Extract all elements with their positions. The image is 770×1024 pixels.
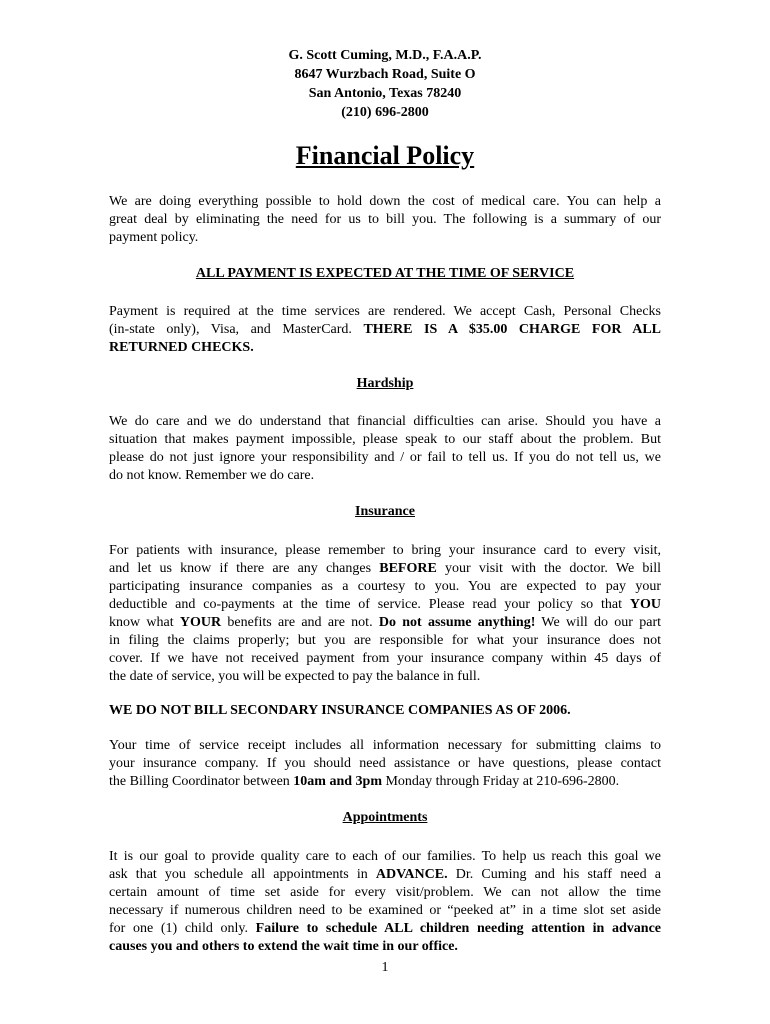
insurance-emphasis: BEFORE — [379, 561, 437, 576]
insurance-line — [109, 560, 661, 578]
practice-phone: (210) 696-2800 — [341, 105, 429, 120]
payment-line: Payment is required at the time services are rendered. We accept Cash, Personal Checks — [109, 304, 661, 319]
returned-check-charge: THERE IS A $35.00 CHARGE FOR ALL — [363, 322, 662, 337]
insurance-line: For patients with insurance, please remember to bring your insurance card to every visit, — [109, 543, 661, 558]
intro-line: We are doing everything possible to hold down the cost of medical care. You can help a — [109, 194, 661, 209]
insurance-emphasis: YOUR — [179, 615, 222, 630]
receipt-line: Your time of service receipt includes all information necessary for submitting claims to — [109, 738, 661, 753]
receipt-paragraph — [109, 737, 661, 791]
receipt-line: your insurance company. If you should need assistance or have questions, please contact — [109, 756, 661, 771]
insurance-line: in filing the claims properly; but you are responsible for what your insurance does not — [109, 633, 661, 648]
insurance-text: benefits are and are not. — [221, 615, 379, 630]
practice-name: G. Scott Cuming, M.D., F.A.A.P. — [288, 48, 482, 63]
hardship-paragraph — [109, 413, 661, 485]
page-number: 1 — [381, 960, 389, 975]
practice-header — [0, 46, 770, 122]
insurance-text: We will do our part — [535, 615, 661, 630]
returned-checks-text: RETURNED CHECKS. — [109, 340, 254, 355]
appointments-emphasis: causes you and others to extend the wait time in our office. — [109, 939, 458, 954]
insurance-text: and let us know if there are any changes — [109, 561, 380, 576]
insurance-text: deductible and co-payments at the time of service. Please read your policy so that — [109, 597, 630, 612]
appointments-heading: Appointments — [342, 810, 428, 825]
insurance-line — [109, 596, 661, 614]
payment-paragraph — [109, 303, 661, 357]
appointments-line — [109, 920, 661, 938]
insurance-text: your visit with the doctor. We bill — [436, 561, 661, 576]
appointments-line — [109, 866, 661, 884]
appointments-line: certain amount of time set aside for every visit/problem. We can not allow the time — [109, 885, 661, 900]
appointments-paragraph — [109, 848, 661, 956]
appointments-line: It is our goal to provide quality care to each of our families. To help us reach this goal we — [109, 849, 661, 864]
payment-line — [109, 339, 661, 357]
insurance-text: know what — [109, 615, 180, 630]
insurance-line — [109, 614, 661, 632]
appointments-emphasis: Failure to schedule ALL children needing attention in advance — [255, 921, 661, 936]
hardship-heading: Hardship — [356, 376, 414, 391]
billing-hours: 10am and 3pm — [293, 774, 382, 789]
intro-line: great deal by eliminating the need for us to bill you. The following is a summary of our — [109, 212, 661, 227]
payment-heading: ALL PAYMENT IS EXPECTED AT THE TIME OF SERVICE — [195, 266, 575, 281]
page-title: Financial Policy — [295, 141, 475, 170]
receipt-line — [109, 773, 661, 791]
payment-line — [109, 321, 661, 339]
receipt-text: the Billing Coordinator between — [109, 774, 294, 789]
hardship-line: situation that makes payment impossible, please speak to our staff about the problem. But — [109, 432, 661, 447]
practice-street: 8647 Wurzbach Road, Suite O — [294, 67, 476, 82]
hardship-line: do not know. Remember we do care. — [109, 468, 315, 483]
appointments-emphasis: ADVANCE. — [375, 867, 448, 882]
appointments-line — [109, 938, 661, 956]
hardship-line: We do care and we do understand that financial difficulties can arise. Should you have a — [109, 414, 661, 429]
insurance-heading: Insurance — [355, 504, 415, 519]
insurance-line: cover. If we have not received payment from your insurance company within 45 days of — [109, 651, 661, 666]
hardship-line: please do not just ignore your responsibility and / or fail to tell us. If you do not tell us, we — [109, 450, 661, 465]
intro-paragraph — [109, 193, 661, 247]
insurance-paragraph — [109, 542, 661, 686]
appointments-line: necessary if numerous children need to be examined or “peeked at” in a time slot set aside — [109, 903, 661, 918]
insurance-line: participating insurance companies as a courtesy to you. You are expected to pay your — [109, 579, 661, 594]
intro-line: payment policy. — [109, 230, 199, 245]
payment-text: (in-state only), Visa, and MasterCard. — [109, 322, 364, 337]
appointments-text: Dr. Cuming and his staff need a — [447, 867, 661, 882]
appointments-text: for one (1) child only. — [109, 921, 256, 936]
insurance-emphasis: Do not assume anything! — [378, 615, 536, 630]
insurance-emphasis: YOU — [629, 597, 661, 612]
secondary-insurance-notice: WE DO NOT BILL SECONDARY INSURANCE COMPANIES AS OF 2006. — [109, 703, 571, 718]
receipt-text: Monday through Friday at 210-696-2800. — [381, 774, 620, 789]
practice-city: San Antonio, Texas 78240 — [308, 86, 462, 101]
insurance-line: the date of service, you will be expected to pay the balance in full. — [109, 669, 481, 684]
appointments-text: ask that you schedule all appointments in — [109, 867, 376, 882]
